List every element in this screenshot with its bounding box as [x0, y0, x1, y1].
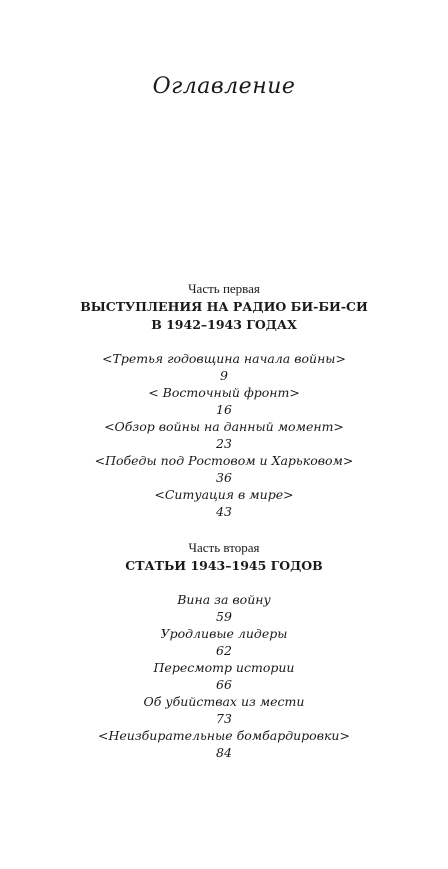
- toc-part-1: [0, 280, 448, 520]
- toc-entry[interactable]: [0, 625, 448, 659]
- part-heading-line: В 1942–1943 ГОДАХ: [151, 317, 297, 332]
- entry-page-number: 73: [216, 711, 232, 726]
- entry-title: Вина за войну: [177, 592, 271, 607]
- entry-page-number: 62: [216, 643, 232, 658]
- entry-page-number: 9: [220, 368, 228, 383]
- part-label: Часть вторая: [188, 540, 260, 555]
- entry-page-number: 36: [216, 470, 232, 485]
- page-title: Оглавление: [152, 74, 296, 99]
- toc-part-2: [0, 539, 448, 761]
- part-heading-line: ВЫСТУПЛЕНИЯ НА РАДИО БИ-БИ-СИ: [80, 299, 368, 314]
- toc-entry[interactable]: [0, 727, 448, 761]
- toc-entries: [0, 350, 448, 520]
- toc-entries: [0, 591, 448, 761]
- toc-entry[interactable]: [0, 486, 448, 520]
- entry-title: Пересмотр истории: [153, 660, 295, 675]
- entry-title: <Третья годовщина начала войны>: [102, 351, 346, 366]
- part-label: Часть первая: [188, 281, 260, 296]
- entry-page-number: 23: [216, 436, 232, 451]
- entry-title: <Победы под Ростовом и Харьковом>: [94, 453, 354, 468]
- entry-page-number: 59: [216, 609, 232, 624]
- part-heading-line: СТАТЬИ 1943–1945 ГОДОВ: [125, 558, 323, 573]
- entry-page-number: 66: [216, 677, 232, 692]
- entry-title: Уродливые лидеры: [160, 626, 288, 641]
- toc-entry[interactable]: [0, 384, 448, 418]
- entry-title: <Обзор войны на данный момент>: [104, 419, 344, 434]
- toc-entry[interactable]: [0, 591, 448, 625]
- entry-title: <Ситуация в мире>: [154, 487, 294, 502]
- toc-entry[interactable]: [0, 418, 448, 452]
- entry-title: <Неизбирательные бомбардировки>: [98, 728, 350, 743]
- entry-page-number: 84: [216, 745, 232, 760]
- entry-page-number: 16: [216, 402, 232, 417]
- toc-entry[interactable]: [0, 350, 448, 384]
- toc-entry[interactable]: [0, 659, 448, 693]
- toc-entry[interactable]: [0, 693, 448, 727]
- entry-title: < Восточный фронт>: [148, 385, 300, 400]
- toc-entry[interactable]: [0, 452, 448, 486]
- entry-page-number: 43: [216, 504, 232, 519]
- entry-title: Об убийствах из мести: [143, 694, 305, 709]
